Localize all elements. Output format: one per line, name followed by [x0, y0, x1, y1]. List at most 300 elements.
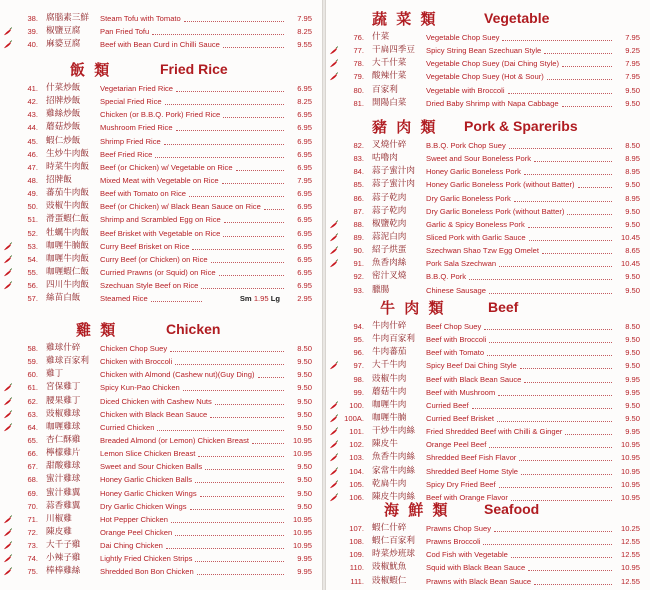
- item-price: 9.50: [625, 98, 640, 108]
- item-english-name: Breaded Almond (or Lemon) Chicken Breast: [100, 435, 249, 445]
- item-number: 45.: [27, 136, 38, 146]
- item-english-name: Cod Fish with Vegetable: [426, 550, 508, 560]
- item-price: 7.95: [297, 175, 312, 185]
- item-english-name: Mixed Meat with Vegetable on Rice: [100, 175, 219, 185]
- item-number: 90.: [353, 246, 364, 256]
- dot-leader: [223, 117, 284, 118]
- item-english-name: Szechuan Style Beef on Rice: [100, 281, 199, 291]
- menu-item-row: [0, 279, 322, 292]
- item-number: 96.: [353, 348, 364, 358]
- menu-item-row: [326, 97, 650, 110]
- item-number: 110.: [349, 563, 364, 573]
- menu-item-row: [0, 25, 322, 38]
- item-chinese-name: 蝦仁炒飯: [46, 135, 81, 146]
- item-english-name: Chicken (or B.B.Q. Pork) Fried Rice: [100, 110, 221, 120]
- item-price: 9.50: [625, 180, 640, 190]
- dot-leader: [192, 249, 284, 250]
- dot-leader: [529, 240, 612, 241]
- item-chinese-name: 時菜炒班球: [372, 549, 415, 560]
- item-number: 100A.: [344, 413, 364, 423]
- dot-leader: [567, 214, 612, 215]
- item-number: 88.: [353, 219, 364, 229]
- chili-pepper-icon: [3, 255, 12, 264]
- small-price: 1.95: [253, 294, 269, 304]
- dot-leader: [211, 262, 284, 263]
- item-english-name: Vegetable Chop Suey: [426, 33, 500, 42]
- menu-item-row: [326, 152, 650, 165]
- item-english-name: Beef with Tomato on Rice: [100, 189, 186, 199]
- item-price: 6.95: [297, 215, 312, 225]
- menu-item-row: [0, 227, 322, 240]
- dot-leader: [498, 395, 612, 396]
- item-chinese-name: 蝦仁百家利: [372, 536, 415, 547]
- item-price: 9.50: [297, 357, 312, 367]
- item-price: 9.55: [297, 40, 312, 50]
- item-number: 84.: [353, 167, 364, 177]
- menu-item-row: [0, 292, 322, 305]
- item-price: 6.95: [297, 241, 312, 251]
- menu-item-row: [326, 257, 650, 270]
- item-number: 99.: [353, 387, 364, 397]
- item-number: 47.: [27, 162, 38, 172]
- item-english-name: Dai Ching Chicken: [100, 541, 163, 551]
- menu-item-row: [0, 82, 322, 95]
- item-english-name: Mushroom Fried Rice: [100, 123, 173, 133]
- item-number: 39.: [27, 27, 38, 37]
- item-price: 6.95: [297, 189, 312, 199]
- item-chinese-name: 豉椒魷魚: [372, 562, 407, 573]
- menu-item-row: [0, 421, 322, 434]
- pork-spareribs-section: [326, 113, 650, 297]
- item-price: 6.95: [297, 123, 312, 133]
- menu-item-row: [326, 70, 650, 83]
- section-header: [0, 56, 322, 82]
- item-number: 52.: [27, 228, 38, 238]
- item-english-name: Prawns with Black Bean Sauce: [426, 576, 532, 586]
- dot-leader: [499, 487, 612, 488]
- item-price: 9.95: [297, 554, 312, 564]
- item-chinese-name: 蜜汁雞翼: [46, 487, 81, 498]
- large-label: Lg: [270, 294, 280, 304]
- item-price: 7.95: [625, 59, 640, 69]
- item-number: 60.: [27, 370, 38, 380]
- dot-leader: [544, 53, 612, 54]
- menu-item-row: [326, 451, 650, 464]
- menu-item-row: [326, 333, 650, 346]
- item-price: 9.50: [625, 335, 640, 345]
- item-chinese-name: 棒棒雞絲: [46, 566, 81, 577]
- menu-item-row: [0, 253, 322, 266]
- menu-item-row: [326, 57, 650, 70]
- item-number: 94.: [353, 322, 364, 331]
- item-chinese-name: 宮保雞丁: [46, 382, 81, 393]
- item-english-name: Vegetable Chop Suey (Dai Ching Style): [426, 59, 559, 69]
- chili-pepper-icon: [329, 46, 338, 55]
- item-price: 9.50: [625, 272, 640, 282]
- item-english-name: Beef (or Chicken) w/ Vegetable on Rice: [100, 162, 233, 172]
- item-english-name: Spicy Dry Fried Beef: [426, 479, 496, 489]
- dot-leader: [224, 222, 284, 223]
- item-chinese-name: 咖喱牛肉飯: [46, 253, 89, 264]
- dot-leader: [201, 288, 284, 289]
- section-title-chinese: 豬 肉 類: [372, 117, 438, 136]
- menu-item-row: [0, 381, 322, 394]
- item-number: 89.: [353, 232, 364, 242]
- item-number: 93.: [353, 285, 364, 295]
- item-price: 6.95: [297, 202, 312, 212]
- item-number: 85.: [353, 180, 364, 190]
- item-chinese-name: 牛肉百家利: [372, 334, 415, 345]
- item-chinese-name: 大千子雞: [46, 540, 81, 551]
- chili-pepper-icon: [3, 40, 12, 49]
- item-price: 8.95: [625, 154, 640, 164]
- item-chinese-name: 川椒雞: [46, 513, 72, 524]
- item-chinese-name: 腐腦素三鮮: [46, 13, 89, 23]
- item-chinese-name: 時菜牛肉飯: [46, 161, 89, 172]
- item-number: 109.: [349, 550, 364, 560]
- chili-pepper-icon: [3, 268, 12, 277]
- menu-item-row: [326, 359, 650, 372]
- item-price: 7.95: [297, 14, 312, 23]
- dot-leader: [547, 79, 612, 80]
- item-number: 46.: [27, 149, 38, 159]
- item-number: 49.: [27, 189, 38, 199]
- item-english-name: Steamed Rice: [100, 294, 148, 304]
- item-english-name: Spicy Beef Dai Ching Style: [426, 361, 517, 371]
- menu-item-row: [0, 395, 322, 408]
- section-title-chinese: 飯 類: [70, 60, 112, 79]
- item-chinese-name: 雞球百家利: [46, 356, 89, 367]
- item-chinese-name: 紹子烘蛋: [372, 245, 407, 256]
- item-english-name: Chicken with Black Bean Sauce: [100, 409, 208, 419]
- item-chinese-name: 麻婆豆腐: [46, 39, 81, 50]
- menu-item-row: [0, 513, 322, 526]
- item-price: 7.95: [625, 33, 640, 42]
- item-number: 81.: [353, 98, 364, 108]
- item-number: 104.: [349, 466, 364, 476]
- dot-leader: [578, 187, 612, 188]
- item-chinese-name: 蜜汁雞球: [46, 474, 81, 485]
- menu-item-row: [326, 425, 650, 438]
- menu-item-row: [0, 240, 322, 253]
- item-price: 8.95: [625, 167, 640, 177]
- chili-pepper-icon: [3, 541, 12, 550]
- item-price: 10.45: [620, 232, 640, 242]
- item-english-name: Curried Prawns (or Squid) on Rice: [100, 267, 216, 277]
- item-number: 61.: [27, 383, 38, 393]
- chicken-section: [0, 316, 322, 579]
- dot-leader: [189, 196, 284, 197]
- chili-pepper-icon: [3, 554, 12, 563]
- item-english-name: Sweet and Sour Boneless Pork: [426, 154, 532, 164]
- item-chinese-name: 蒜香雞翼: [46, 500, 81, 511]
- menu-item-row: [0, 213, 322, 226]
- item-price: 9.50: [625, 219, 640, 229]
- item-price: 10.95: [292, 449, 312, 459]
- item-chinese-name: 咖喱蝦仁飯: [46, 266, 89, 277]
- item-chinese-name: 咕嚕肉: [372, 153, 398, 164]
- menu-item-row: [326, 438, 650, 451]
- item-chinese-name: 百家利: [372, 84, 398, 95]
- menu-item-row: [326, 320, 650, 333]
- item-chinese-name: 豉椒牛肉飯: [46, 201, 89, 212]
- menu-item-row: [0, 447, 322, 460]
- menu-item-row: [0, 108, 322, 121]
- menu-item-row: [0, 526, 322, 539]
- item-price: 6.95: [297, 281, 312, 291]
- dot-leader: [502, 40, 612, 41]
- item-chinese-name: 椒鹽乾肉: [372, 218, 407, 229]
- item-english-name: Steam Tofu with Tomato: [100, 14, 181, 23]
- dot-leader: [151, 301, 202, 302]
- item-number: 38.: [27, 14, 38, 23]
- item-number: 87.: [353, 206, 364, 216]
- item-english-name: Beef Fried Rice: [100, 149, 153, 159]
- dot-leader: [165, 104, 284, 105]
- item-number: 53.: [27, 241, 38, 251]
- item-price: 9.50: [297, 396, 312, 406]
- chili-pepper-icon: [329, 259, 338, 268]
- section-title-english: Vegetable: [484, 10, 550, 26]
- item-price: 8.65: [625, 246, 640, 256]
- menu-item-row: [326, 270, 650, 283]
- item-chinese-name: 檸檬雞片: [46, 448, 81, 459]
- chili-pepper-icon: [3, 27, 12, 36]
- menu-item-row: [0, 434, 322, 447]
- menu-item-row: [326, 205, 650, 218]
- chili-pepper-icon: [3, 410, 12, 419]
- item-chinese-name: 大千什菜: [372, 58, 407, 69]
- item-english-name: Fried Shredded Beef with Chilli & Ginger: [426, 427, 563, 437]
- menu-item-row: [326, 548, 650, 561]
- dot-leader: [184, 21, 284, 22]
- item-price: 9.50: [297, 409, 312, 419]
- menu-item-row: [326, 84, 650, 97]
- chili-pepper-icon: [3, 567, 12, 576]
- item-number: 68.: [27, 475, 38, 485]
- menu-item-row: [326, 139, 650, 152]
- section-title-english: Fried Rice: [160, 61, 228, 77]
- dot-leader: [519, 460, 612, 461]
- item-chinese-name: 腰果雞丁: [46, 395, 81, 406]
- item-number: 107.: [349, 524, 364, 533]
- item-number: 73.: [27, 541, 38, 551]
- chili-pepper-icon: [3, 281, 12, 290]
- right-menu-page: [326, 0, 650, 590]
- item-english-name: Honey Garlic Boneless Pork (without Batter): [426, 180, 575, 190]
- item-english-name: Beef with Tomato: [426, 348, 485, 358]
- dot-leader: [219, 275, 284, 276]
- item-chinese-name: 密汁叉燒: [372, 271, 407, 282]
- item-number: 80.: [353, 85, 364, 95]
- item-chinese-name: 蘑菇牛肉: [372, 386, 407, 397]
- dot-leader: [524, 174, 612, 175]
- item-english-name: Chinese Sausage: [426, 285, 486, 295]
- menu-item-row: [0, 342, 322, 355]
- item-chinese-name: 豉椒蝦仁: [372, 575, 407, 586]
- dot-leader: [190, 509, 284, 510]
- item-chinese-name: 魚香牛肉絲: [372, 452, 415, 463]
- item-chinese-name: 開陽白菜: [372, 97, 407, 108]
- dot-leader: [528, 227, 612, 228]
- item-chinese-name: 招牌炒飯: [46, 96, 81, 107]
- item-english-name: Dry Garlic Chicken Wings: [100, 501, 187, 511]
- item-price: 10.95: [620, 492, 640, 502]
- section-header: [326, 496, 650, 522]
- item-number: 100.: [349, 400, 364, 410]
- dot-leader: [195, 561, 284, 562]
- item-price: 6.95: [297, 162, 312, 172]
- chili-pepper-icon: [329, 414, 338, 423]
- item-number: 63.: [27, 409, 38, 419]
- dot-leader: [497, 421, 612, 422]
- item-price: 9.95: [625, 427, 640, 437]
- item-chinese-name: 陳皮牛: [372, 439, 398, 450]
- menu-item-row: [326, 231, 650, 244]
- item-number: 79.: [353, 72, 364, 82]
- item-number: 62.: [27, 396, 38, 406]
- chili-pepper-icon: [3, 397, 12, 406]
- item-number: 41.: [27, 84, 38, 93]
- item-number: 78.: [353, 59, 364, 69]
- section-header: [326, 294, 650, 320]
- item-price: 8.25: [297, 97, 312, 107]
- dot-leader: [222, 183, 284, 184]
- item-english-name: Lemon Slice Chicken Breast: [100, 449, 196, 459]
- menu-item-row: [0, 539, 322, 552]
- dot-leader: [489, 447, 612, 448]
- menu-item-row: [326, 178, 650, 191]
- item-price: 8.95: [625, 193, 640, 203]
- dot-leader: [252, 443, 284, 444]
- dot-leader: [264, 209, 284, 210]
- item-english-name: Sweet and Sour Chicken Balls: [100, 462, 203, 472]
- item-chinese-name: 咖喱牛肉: [372, 399, 407, 410]
- chili-pepper-icon: [329, 246, 338, 255]
- dot-leader: [183, 390, 284, 391]
- seafood-section: [326, 496, 650, 588]
- item-english-name: Lightly Fried Chicken Strips: [100, 554, 193, 564]
- item-chinese-name: 四川牛肉飯: [46, 280, 89, 291]
- section-title-chinese: 雞 類: [76, 320, 118, 339]
- dot-leader: [215, 404, 284, 405]
- item-number: 58.: [27, 344, 38, 353]
- item-chinese-name: 陳皮雞: [46, 526, 72, 537]
- chili-pepper-icon: [3, 423, 12, 432]
- item-number: 56.: [27, 281, 38, 291]
- item-chinese-name: 蘑菇炒飯: [46, 122, 81, 133]
- section-header: [326, 5, 650, 31]
- menu-item-row: [326, 478, 650, 491]
- menu-item-row: [0, 12, 322, 25]
- dot-leader: [170, 351, 284, 352]
- item-english-name: Beef Chop Suey: [426, 322, 482, 331]
- item-price: 9.50: [297, 475, 312, 485]
- section-title-chinese: 海 鮮 類: [384, 500, 450, 519]
- item-english-name: Beef with Mushroom: [426, 387, 496, 397]
- menu-item-row: [326, 575, 650, 588]
- item-price: 9.50: [297, 501, 312, 511]
- item-price: 10.95: [292, 541, 312, 551]
- item-number: 101.: [349, 427, 364, 437]
- item-english-name: Spicy String Bean Szechuan Style: [426, 46, 542, 56]
- dot-leader: [155, 157, 284, 158]
- item-number: 57.: [27, 294, 38, 304]
- item-chinese-name: 臘腸: [372, 284, 390, 295]
- item-number: 69.: [27, 488, 38, 498]
- section-header: [326, 113, 650, 139]
- small-label: Sm: [239, 294, 252, 304]
- dot-leader: [524, 382, 612, 383]
- chili-pepper-icon: [3, 528, 12, 537]
- dot-leader: [562, 106, 612, 107]
- item-english-name: Dry Garlic Boneless Pork: [426, 193, 511, 203]
- item-chinese-name: 大千牛肉: [372, 360, 407, 371]
- section-title-english: Beef: [488, 299, 519, 315]
- chili-pepper-icon: [329, 361, 338, 370]
- item-price: 10.25: [620, 524, 640, 533]
- item-price: 9.50: [297, 370, 312, 380]
- item-chinese-name: 豉椒牛肉: [372, 373, 407, 384]
- menu-item-row: [326, 346, 650, 359]
- item-english-name: Beef with Orange Flavor: [426, 492, 508, 502]
- item-chinese-name: 什菜炒飯: [46, 83, 81, 93]
- item-number: 44.: [27, 123, 38, 133]
- item-english-name: Szechwan Shao Tzw Egg Omelet: [426, 246, 539, 256]
- menu-item-row: [0, 460, 322, 473]
- item-chinese-name: 蒜子乾肉: [372, 192, 407, 203]
- item-english-name: Pan Fried Tofu: [100, 27, 150, 37]
- item-english-name: Beef Brisket with Vegetable on Rice: [100, 228, 221, 238]
- vegetable-section: [326, 5, 650, 110]
- item-price: 6.95: [297, 84, 312, 93]
- dot-leader: [542, 253, 612, 254]
- left-menu-page: [0, 0, 322, 590]
- item-number: 71.: [27, 514, 38, 524]
- chili-pepper-icon: [329, 440, 338, 449]
- dot-leader: [258, 377, 284, 378]
- menu-item-row: [0, 408, 322, 421]
- fried-rice-section: [0, 56, 322, 305]
- chili-pepper-icon: [329, 72, 338, 81]
- chili-pepper-icon: [329, 427, 338, 436]
- item-price: 10.95: [620, 563, 640, 573]
- item-number: 106.: [349, 492, 364, 502]
- item-english-name: Pork Sala Szechwan: [426, 259, 497, 269]
- item-english-name: Chicken with Almond (Cashew nut)(Guy Ding): [100, 370, 255, 380]
- item-price: 9.50: [625, 85, 640, 95]
- item-number: 105.: [349, 479, 364, 489]
- chili-pepper-icon: [329, 59, 338, 68]
- item-english-name: Dry Garlic Boneless Pork (without Batter): [426, 206, 565, 216]
- item-price: 10.95: [292, 527, 312, 537]
- item-english-name: Vegetable with Broccoli: [426, 85, 505, 95]
- item-number: 111.: [350, 576, 364, 586]
- menu-item-row: [326, 561, 650, 574]
- dot-leader: [166, 548, 284, 549]
- item-chinese-name: 叉燒什碎: [372, 140, 407, 150]
- item-price: 6.95: [297, 149, 312, 159]
- item-price: 9.95: [625, 374, 640, 384]
- item-english-name: Shredded Beef Home Style: [426, 466, 519, 476]
- item-number: 59.: [27, 357, 38, 367]
- item-price: 9.25: [625, 46, 640, 56]
- item-price: 8.50: [625, 322, 640, 331]
- item-english-name: Honey Garlic Chicken Balls: [100, 475, 193, 485]
- section-title-english: Chicken: [166, 321, 221, 337]
- dot-leader: [511, 557, 612, 558]
- dot-leader: [521, 474, 612, 475]
